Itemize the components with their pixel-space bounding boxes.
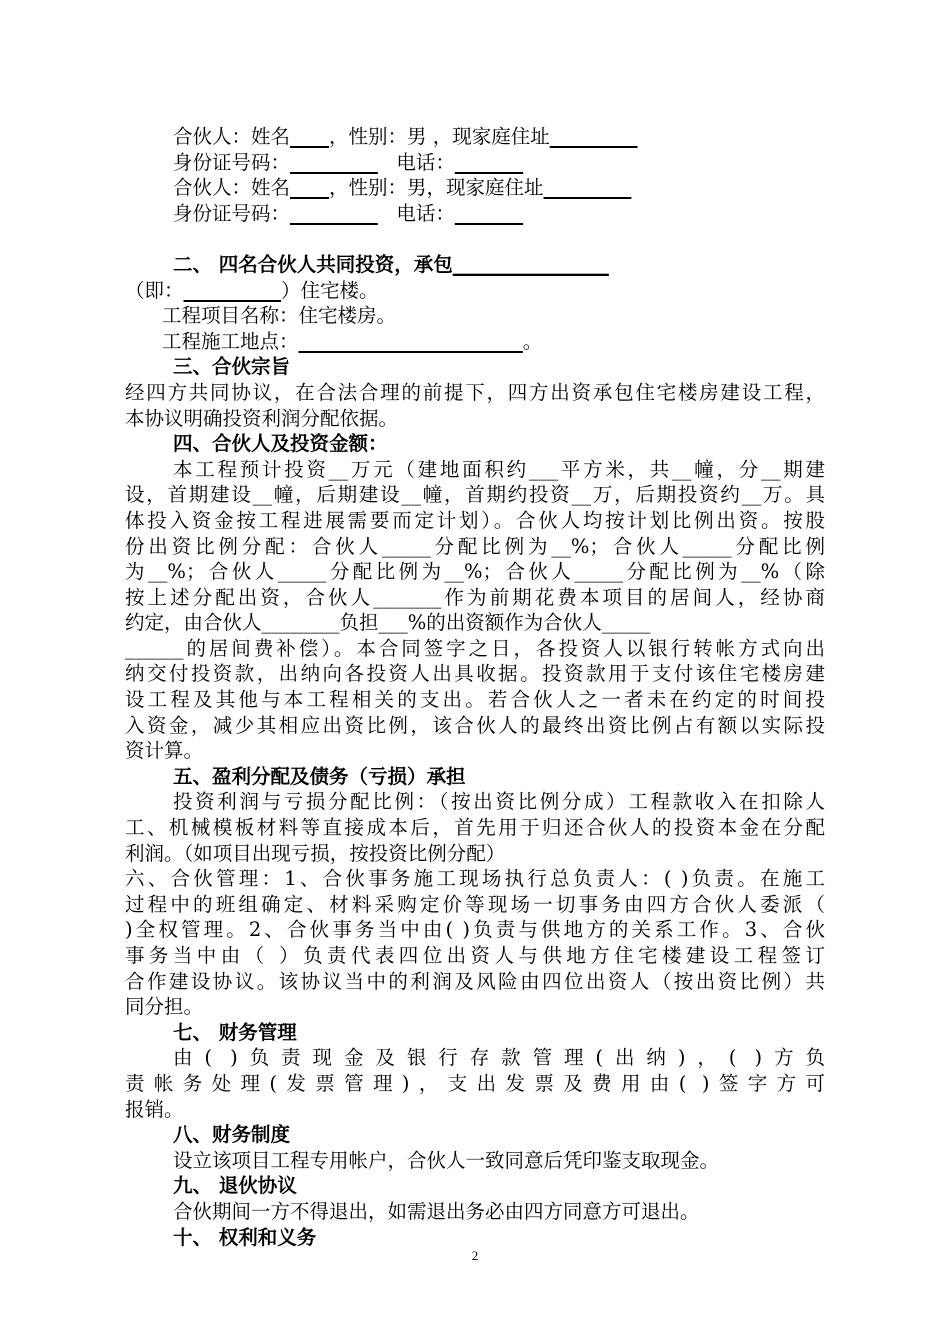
text: 合伙人：姓名 xyxy=(173,176,291,200)
section-4 xyxy=(125,431,825,764)
body-line: 合作建设协议。该协议当中的利润及风险由四位出资人（按出资比例）共 xyxy=(125,969,825,993)
section-2 xyxy=(125,252,825,354)
section-8 xyxy=(125,1122,825,1173)
section-heading xyxy=(125,252,825,278)
text: 电话： xyxy=(377,150,455,174)
body-line: 资计算。 xyxy=(125,739,204,763)
body-line: 报销。 xyxy=(125,1097,184,1121)
section-heading: 五、盈利分配及债务（亏损）承担 xyxy=(173,764,466,788)
body-line: 入资金，减少其相应出资比例，该合伙人的最终出资比例占有额以实际投 xyxy=(125,713,825,737)
section-10 xyxy=(125,1225,825,1251)
body-line: )全权管理。2、合伙事务当中由( )负责与供地方的关系工作。3、合伙 xyxy=(125,918,825,942)
body-line: 经四方共同协议，在合法合理的前提下，四方出资承包住宅楼房建设工程， xyxy=(125,380,825,404)
blank: _________ xyxy=(290,150,378,174)
partner-line xyxy=(125,175,825,201)
blank: __________ xyxy=(183,278,282,302)
body-line: 本协议明确投资利润分配依据。 xyxy=(125,406,399,430)
text: 身份证号码： xyxy=(173,150,291,174)
body-line: 工、机械模板材料等直接成本后，首先用于归还合伙人的投资本金在分配 xyxy=(125,816,825,840)
section-heading: 四、合伙人及投资金额： xyxy=(173,432,388,456)
blank: _______________________ xyxy=(298,329,523,353)
section-heading: 十、 权利和义务 xyxy=(173,1225,317,1249)
project-name: 工程项目名称：住宅楼房。 xyxy=(162,304,397,328)
text: 工程施工地点： xyxy=(162,329,299,353)
blank: _________ xyxy=(543,176,632,200)
body-line: 约定，由合伙人________负担___%的出资额作为合伙人_____ xyxy=(125,611,651,635)
section-5 xyxy=(125,764,825,866)
section-7 xyxy=(125,1020,825,1122)
body-line: ______的居间费补偿）。本合同签字之日，各投资人以银行转帐方式向出 xyxy=(125,636,825,660)
body-line: 利润。（如项目出现亏损，按投资比例分配） xyxy=(125,841,506,865)
text: 电话： xyxy=(377,201,455,225)
section-heading: 九、 退伙协议 xyxy=(173,1174,297,1198)
page-number: 2 xyxy=(471,1248,479,1263)
text: 身份证号码： xyxy=(173,201,291,225)
text: ）住宅楼。 xyxy=(281,278,379,302)
body-line: 责帐务处理(发票管理)，支出发票及费用由( )签字方可 xyxy=(125,1071,825,1095)
body-line xyxy=(125,278,825,304)
text: 合伙人：姓名 xyxy=(173,125,291,148)
project-site xyxy=(125,329,825,355)
blank: _________ xyxy=(290,201,378,225)
partner-block xyxy=(125,124,825,226)
body-line: 过程中的班组确定、材料采购定价等现场一切事务由四方合伙人委派（ xyxy=(125,892,825,916)
body-line: 按上述分配出资，合伙人_______作为前期花费本项目的居间人，经协商 xyxy=(125,585,825,609)
section-9 xyxy=(125,1173,825,1224)
blank: ________________ xyxy=(452,252,609,276)
partner-id-line xyxy=(125,201,825,227)
section-3 xyxy=(125,354,825,431)
body-line: 投资利润与亏损分配比例：（按出资比例分成）工程款收入在扣除人 xyxy=(173,790,825,814)
partner-id-line xyxy=(125,150,825,176)
blank: ____ xyxy=(290,176,330,200)
section-heading: 七、 财务管理 xyxy=(173,1020,297,1044)
body-line: 设工程及其他与本工程相关的支出。若合伙人之一者未在约定的时间投 xyxy=(125,688,825,712)
body-line: 事务当中由（ ）负责代表四位出资人与供地方住宅楼建设工程签订 xyxy=(125,944,825,967)
text: （即： xyxy=(125,278,184,302)
contract-page xyxy=(125,124,825,1250)
body-line: 本工程预计投资__万元（建地面积约___平方米，共__幢，分__期建 xyxy=(173,457,825,481)
body-line: 份出资比例分配：合伙人_____分配比例为__%；合伙人_____分配比例 xyxy=(125,534,825,558)
partner-line xyxy=(125,124,825,150)
text: ，性别：男 ，现家庭住址 xyxy=(329,125,550,148)
text: ，性别：男，现家庭住址 xyxy=(329,176,544,200)
section-heading: 八、财务制度 xyxy=(173,1123,291,1147)
body-line: 设立该项目工程专用帐户，合伙人一致同意后凭印鉴支取现金。 xyxy=(173,1148,720,1172)
section-heading: 三、合伙宗旨 xyxy=(173,355,291,379)
text: 二、 四名合伙人共同投资，承包 xyxy=(173,252,453,276)
body-line: 合伙期间一方不得退出，如需退出务必由四方同意方可退出。 xyxy=(173,1199,700,1223)
body-line: 为__%；合伙人_____分配比例为__%；合伙人_____分配比例为__%（除 xyxy=(125,560,825,584)
text: 。 xyxy=(522,329,543,353)
body-line: 六、合伙管理：1、合伙事务施工现场执行总负责人：( )负责。在施工 xyxy=(125,867,825,891)
body-line: 同分担。 xyxy=(125,995,204,1019)
blank: _________ xyxy=(549,125,638,148)
section-6 xyxy=(125,866,825,1020)
body-line: 由( )负责现金及银行存款管理(出纳)，( )方负 xyxy=(173,1046,825,1070)
body-line: 纳交付投资款，出纳向各投资人出具收据。投资款用于支付该住宅楼房建 xyxy=(125,662,825,686)
blank: _______ xyxy=(454,150,524,174)
blank: _______ xyxy=(454,201,524,225)
body-line: 体投入资金按工程进展需要而定计划）。合伙人均按计划比例出资。按股 xyxy=(125,508,825,532)
body-line: 设，首期建设__幢，后期建设__幢，首期约投资__万，后期投资约__万。具 xyxy=(125,483,825,507)
blank: ____ xyxy=(290,125,330,148)
